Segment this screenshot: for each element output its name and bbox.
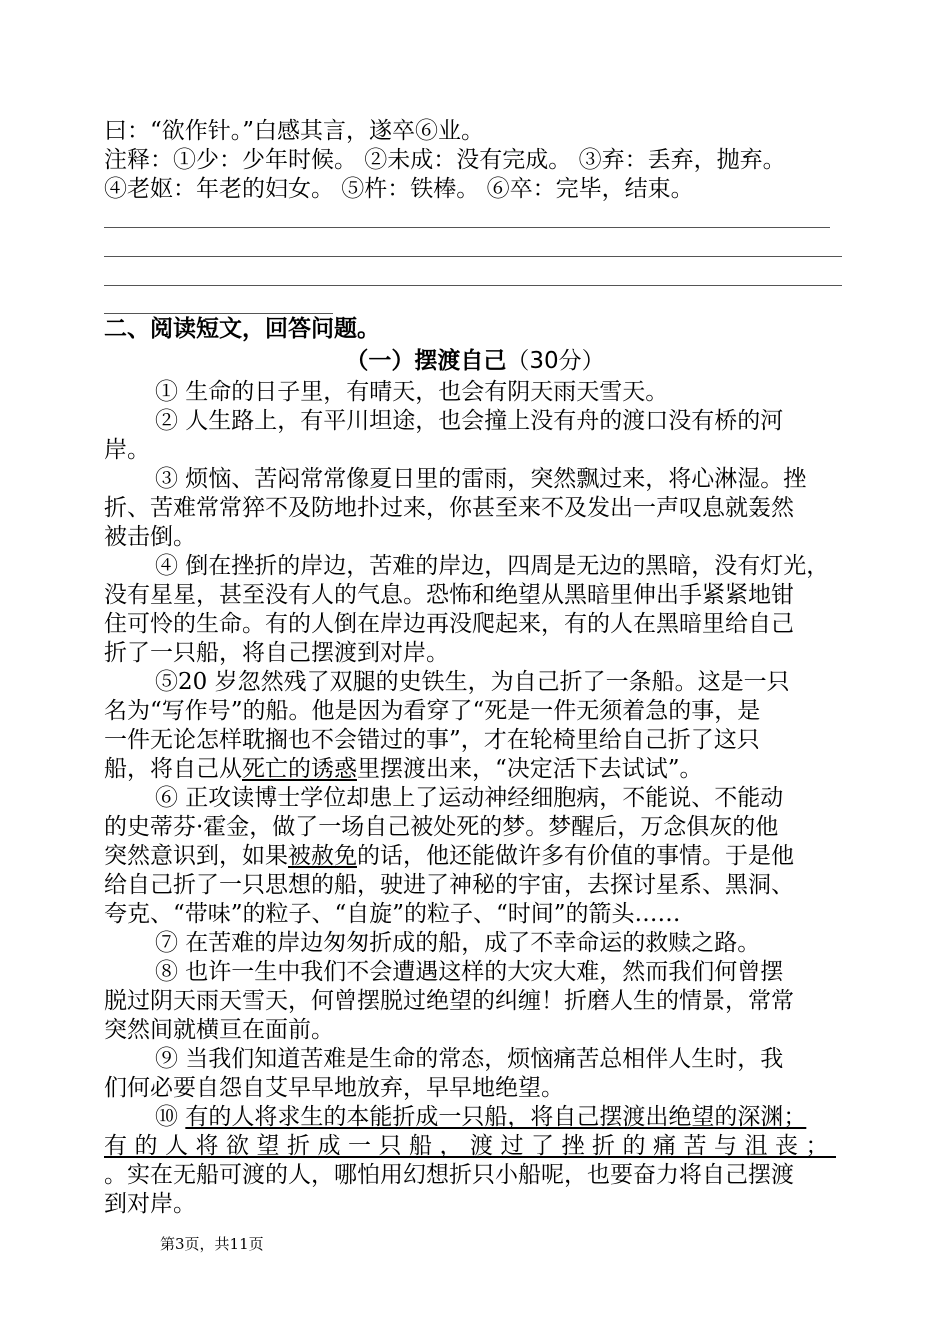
paragraph-2-line: 岸。 (104, 437, 150, 463)
answer-line-1 (104, 227, 830, 228)
paragraph-4-line: ④ 倒在挫折的岸边，苦难的岸边，四周是无边的黑暗，没有灯光， (155, 553, 830, 579)
answer-line-2 (104, 256, 842, 257)
paragraph-3-line: ③ 烦恼、苦闷常常像夏日里的雷雨，突然飘过来，将心淋湿。挫 (155, 466, 807, 492)
text-run: 突然意识到，如果 (104, 843, 288, 869)
annotation-line-1: 注释：①少：少年时候。 ②未成：没有完成。 ③弃：丢弃，抛弃。 (104, 147, 786, 173)
text-run: 船，将自己从 (104, 756, 242, 782)
paragraph-6-line: ⑥ 正攻读博士学位却患上了运动神经细胞病，不能说、不能动 (155, 785, 784, 811)
underlined-sentence: 有的人将求生的本能折成一只船，将自己摆渡出绝望的深渊； (185, 1104, 807, 1130)
passage-points: （30分） (506, 348, 605, 374)
paragraph-6-line: 夸克、“带味”的粒子、“自旋”的粒子、“时间”的箭头…… (104, 901, 681, 927)
paragraph-4-line: 没有星星，甚至没有人的气息。恐怖和绝望从黑暗里伸出手紧紧地钳 (104, 582, 794, 608)
paragraph-1: ① 生命的日子里，有晴天，也会有阴天雨天雪天。 (155, 379, 669, 405)
paragraph-5-line: 一件无论怎样耽搁也不会错过的事”，才在轮椅里给自己折了这只 (104, 727, 760, 753)
paragraph-4-line: 折了一只船，将自己摆渡到对岸。 (104, 640, 449, 666)
paragraph-5-line: ⑤20 岁忽然残了双腿的史铁生，为自己折了一条船。这是一只 (155, 669, 790, 695)
paragraph-8-line: 突然间就横亘在面前。 (104, 1017, 334, 1043)
text-run: 的话，他还能做许多有价值的事情。于是他 (357, 843, 794, 869)
paragraph-10-line (155, 1102, 806, 1132)
answer-line-3 (104, 285, 842, 286)
annotation-line-2: ④老妪：年老的妇女。 ⑤杵：铁棒。 ⑥卒：完毕，结束。 (104, 176, 694, 202)
paragraph-3-line: 折、苦难常常猝不及防地扑过来，你甚至来不及发出一声叹息就轰然 (104, 495, 794, 521)
paragraph-3-line: 被击倒。 (104, 524, 196, 550)
paragraph-10-number: ⑩ (155, 1104, 186, 1130)
text-run: 里摆渡出来，“决定活下去试试”。 (357, 756, 703, 782)
paragraph-9-line: 们何必要自怨自艾早早地放弃，早早地绝望。 (104, 1075, 564, 1101)
paragraph-10-line: 到对岸。 (104, 1191, 196, 1217)
passage-title (0, 346, 950, 376)
passage-title-text: （一）摆渡自己 (345, 348, 507, 374)
paragraph-5-line: 名为“写作号”的船。他是因为看穿了“死是一件无须着急的事，是 (104, 698, 761, 724)
classical-text-line: 曰：“欲作针。”白感其言，遂卒⑥业。 (104, 118, 485, 144)
paragraph-8-line: 脱过阴天雨天雪天，何曾摆脱过绝望的纠缠！折磨人生的情景，常常 (104, 988, 794, 1014)
paragraph-6-line: 给自己折了一只思想的船，驶进了神秘的宇宙，去探讨星系、黑洞、 (104, 872, 794, 898)
section-heading: 二、阅读短文，回答问题。 (104, 316, 380, 342)
paragraph-7: ⑦ 在苦难的岸边匆匆折成的船，成了不幸命运的救赎之路。 (155, 930, 761, 956)
underlined-sentence: 有的人将欲望折成一只船，渡过了挫折的痛苦与沮丧； (104, 1133, 836, 1159)
paragraph-9-line: ⑨ 当我们知道苦难是生命的常态，烦恼痛苦总相伴人生时，我 (155, 1046, 784, 1072)
paragraph-2-line: ② 人生路上，有平川坦途，也会撞上没有舟的渡口没有桥的河 (155, 408, 784, 434)
paragraph-8-line: ⑧ 也许一生中我们不会遭遇这样的大灾大难，然而我们何曾摆 (155, 959, 784, 985)
paragraph-4-line: 住可怜的生命。有的人倒在岸边再没爬起来，有的人在黑暗里给自己 (104, 611, 794, 637)
page-number-footer: 第3页，共11页 (160, 1235, 264, 1253)
paragraph-10-line: 。实在无船可渡的人，哪怕用幻想折只小船呢，也要奋力将自己摆渡 (104, 1162, 794, 1188)
paragraph-6-line (104, 841, 794, 871)
underlined-phrase: 被赦免 (288, 843, 357, 869)
paragraph-6-line: 的史蒂芬·霍金，做了一场自己被处死的梦。梦醒后，万念俱灰的他 (104, 814, 779, 840)
underlined-phrase: 死亡的诱惑 (242, 756, 357, 782)
paragraph-5-line (104, 754, 703, 784)
